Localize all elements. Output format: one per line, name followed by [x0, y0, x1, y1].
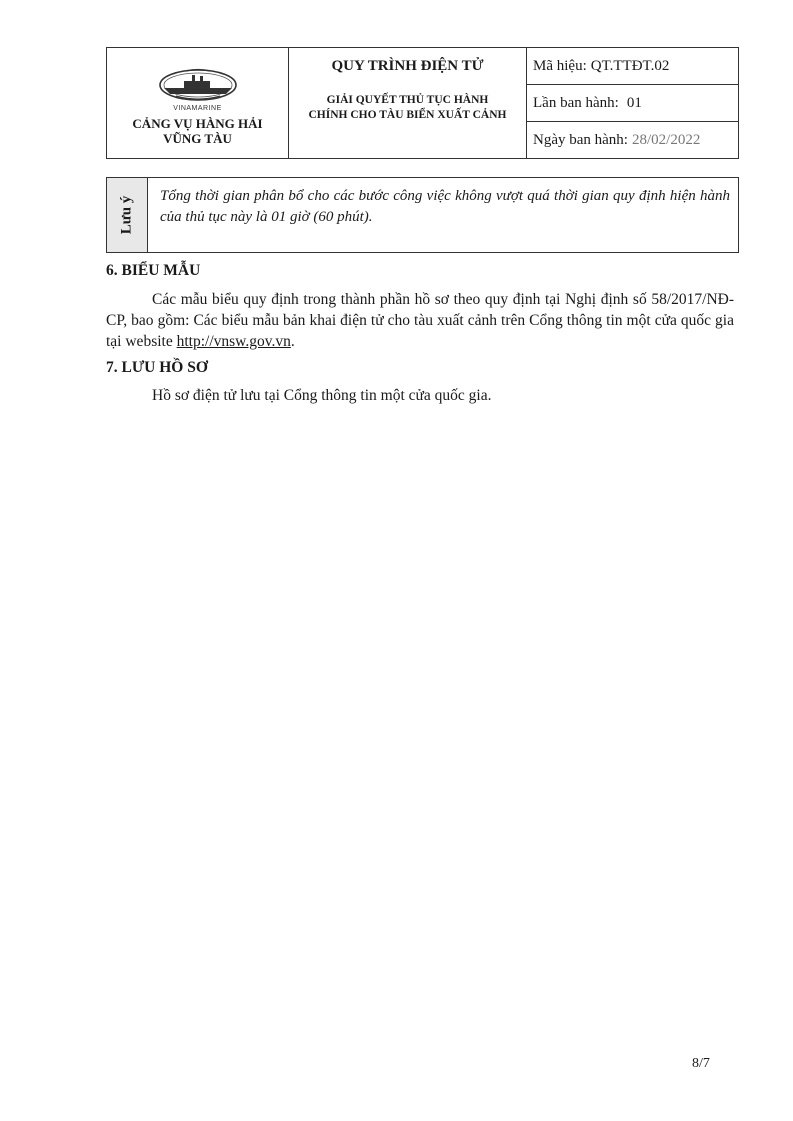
page-number: 8/7	[692, 1056, 710, 1071]
issue-value: 01	[626, 94, 642, 111]
note-label-cell	[107, 178, 148, 253]
organization-name: CẢNG VỤ HÀNG HẢI VŨNG TÀU	[132, 116, 263, 146]
issue-row: Lần ban hành: 01	[527, 85, 739, 122]
date-row: Ngày ban hành: 28/02/2022	[527, 122, 739, 159]
brand-text: VINAMARINE	[173, 105, 222, 112]
title-cell	[289, 48, 527, 159]
document-title: QUY TRÌNH ĐIỆN TỬ	[331, 58, 484, 74]
note-box	[106, 177, 739, 253]
code-value: QT.TTĐT.02	[590, 57, 670, 74]
date-value: 28/02/2022	[631, 131, 701, 148]
document-subtitle: GIẢI QUYẾT THỦ TỤC HÀNH CHÍNH CHO TÀU BIỂN XUẤT CẢNH	[308, 94, 507, 121]
logo-cell	[107, 48, 289, 159]
section-6-text: Các mẫu biểu quy định trong thành phần hồ sơ theo quy định tại Nghị định số 58/2017/NĐ-CP, bao gồm: Các biểu mẫu bản khai điện tử cho tàu xuất cảnh trên Cổng thông tin một cửa quốc gia tại website http://vnsw.gov.vn.	[106, 291, 734, 350]
section-6-heading: 6. BIỂU MẪU	[106, 262, 201, 279]
section-7-text: Hồ sơ điện tử lưu tại Cổng thông tin một cửa quốc gia.	[152, 387, 492, 404]
code-row: Mã hiệu: QT.TTĐT.02	[527, 48, 739, 85]
document-header	[106, 47, 739, 159]
note-text: Tổng thời gian phân bổ cho các bước công việc không vượt quá thời gian quy định hiện hành của thủ tục này là 01 giờ (60 phút).	[148, 178, 739, 253]
note-label: Lưu ý	[118, 195, 135, 235]
vinamarine-logo-icon	[156, 66, 240, 104]
section-7-heading: 7. LƯU HỒ SƠ	[106, 359, 208, 376]
vnsw-link[interactable]: http://vnsw.gov.vn	[176, 333, 291, 350]
